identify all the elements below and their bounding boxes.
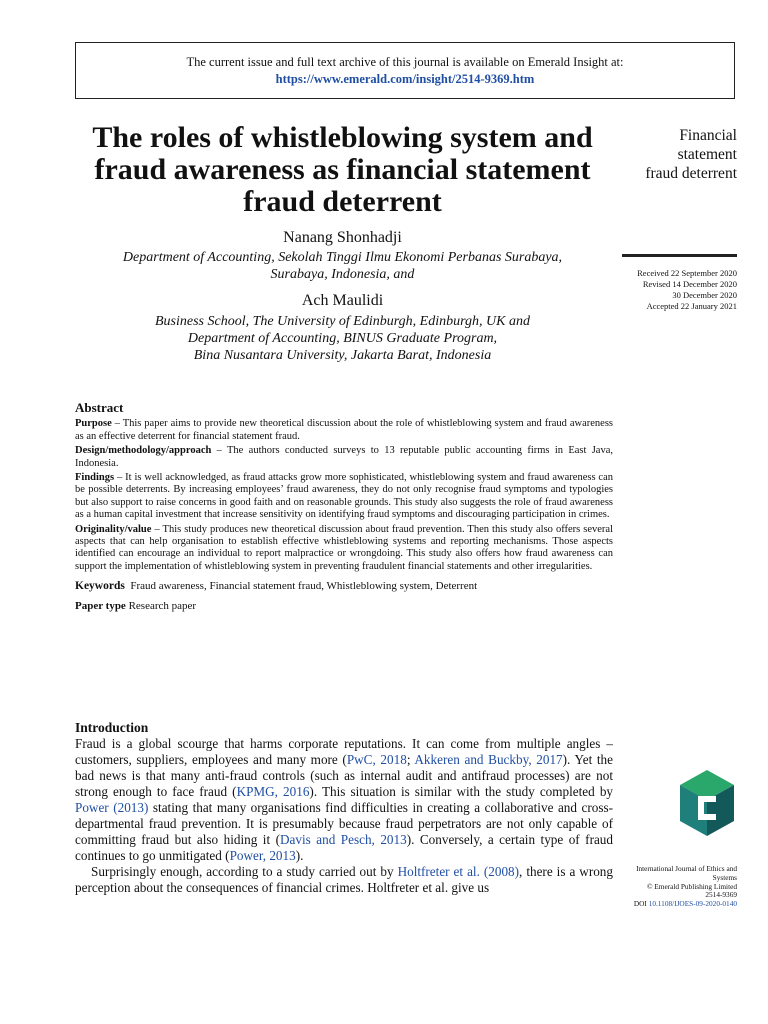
body-text: stating that many organisations find difficulties in creating a collaborative and cross-departmental fraud prevention. It is presumably because fraud perpetrators are not only capable of committing fraud but also hiding it ( — [75, 800, 613, 847]
abstract-design — [75, 445, 613, 470]
design-text: – The authors conducted surveys to 13 reputable public accounting firms in East Java, Indonesia. — [75, 445, 613, 469]
side-divider — [622, 254, 737, 257]
body-text: ). Yet the bad news is that many anti-fraud controls (such as internal audit and antifraud processes) are not strong enough to face fraud ( — [75, 752, 613, 799]
emerald-logo-icon — [676, 768, 738, 838]
abstract-findings — [75, 472, 613, 522]
affiliation-line: Department of Accounting, Sekolah Tinggi Ilmu Ekonomi Perbanas Surabaya, — [122, 250, 563, 265]
paper-type-text: Research paper — [128, 600, 197, 613]
keywords-text: Fraud awareness, Financial statement fraud, Whistleblowing system, Deterrent — [130, 580, 478, 593]
body-text: ). — [295, 848, 304, 863]
introduction-heading: Introduction — [75, 720, 149, 735]
findings-text: – It is well acknowledged, as fraud attacks grow more sophisticated, whistleblowing system and fraud awareness can be possible deterrents. By increasing employees’ fraud awareness, they do not only recognise fraud symptoms and typologies but also support to raise concerns in good faith and on reasonable grounds. This study also suggests the role of fraud awareness as a human capital investment that increase sensitivity on identifying fraud symptoms and discouraging participation in crimes. — [75, 472, 613, 521]
publisher: © Emerald Publishing Limited — [646, 881, 737, 891]
purpose-text: – This paper aims to provide new theoretical discussion about the role of whistleblowing system and fraud awareness as an effective deterrent for financial statement fraud. — [75, 418, 613, 442]
body-text: , there is a wrong perception about the consequences of financial crimes. Holtfreter et al. give us — [75, 864, 613, 895]
author-affiliation-2 — [70, 313, 615, 364]
author-affiliation-1 — [70, 249, 615, 283]
journal-name-line-1: International Journal of Ethics and — [636, 864, 737, 873]
citation-link[interactable]: PwC, 2018 — [346, 752, 407, 767]
abstract-heading: Abstract — [75, 400, 124, 415]
purpose-label: Purpose — [75, 418, 112, 430]
body-text: Fraud is a global scourge that harms corporate reputations. It can come from multiple angles – customers, suppliers, employees and many more ( — [75, 736, 613, 767]
accepted-date: Accepted 22 January 2021 — [646, 301, 737, 311]
doi-label: DOI — [633, 899, 649, 909]
citation-link[interactable]: Akkeren and Buckby, 2017 — [414, 752, 563, 767]
affiliation-line: Bina Nusantara University, Jakarta Barat, Indonesia — [193, 348, 492, 363]
abstract-originality — [75, 524, 613, 574]
introduction-section — [75, 720, 613, 896]
body-text: ; — [406, 752, 415, 767]
originality-label: Originality/value — [75, 523, 152, 535]
affiliation-line: Business School, The University of Edinburgh, Edinburgh, UK and — [155, 314, 530, 329]
paper-title: The roles of whistleblowing system and fraud awareness as financial statement fraud deterrent — [92, 121, 593, 218]
citation-link[interactable]: KPMG, 2016 — [236, 784, 310, 799]
keywords-label: Keywords — [75, 580, 125, 593]
body-text: ). Conversely, a certain type of fraud continues to go unmitigated ( — [75, 832, 613, 863]
abstract-section — [75, 402, 613, 615]
findings-label: Findings — [75, 472, 115, 484]
body-text: Surprisingly enough, according to a study carried out by — [91, 864, 398, 879]
design-label: Design/methodology/approach — [75, 445, 212, 457]
keywords — [75, 579, 613, 593]
affiliation-line: Department of Accounting, BINUS Graduate Program, — [187, 331, 498, 346]
author-name-2: Ach Maulidi — [301, 292, 384, 309]
citation-link[interactable]: Power, 2013 — [229, 848, 296, 863]
originality-text: – This study produces new theoretical discussion about fraud prevention. Then this study also offers several aspects that can help organisation to establish effective whistleblowing systems and reporting mechanisms. Those aspects identified can encourage an individual to report malpractice or wrongdoing. This study also offers how fraud awareness can support the implementation of whistleblowing system in preventing fraudulent financial statements and other irregularities. — [75, 523, 613, 572]
journal-notice-box — [75, 42, 735, 99]
running-title-line-3: fraud deterrent — [645, 165, 737, 182]
revised-date-1: Revised 14 December 2020 — [642, 279, 737, 289]
body-text: ). This situation is similar with the study completed by — [309, 784, 614, 799]
journal-url-link[interactable]: https://www.emerald.com/insight/2514-9369.htm — [275, 72, 535, 86]
citation-link[interactable]: Holtfreter et al. (2008) — [397, 864, 520, 879]
running-title-line-1: Financial — [679, 127, 737, 144]
journal-name-line-2: Systems — [712, 872, 737, 882]
abstract-purpose — [75, 418, 613, 443]
author-name-1: Nanang Shonhadji — [283, 229, 402, 246]
revised-date-2: 30 December 2020 — [672, 290, 737, 300]
notice-text: The current issue and full text archive of this journal is available on Emerald Insight at: — [186, 55, 624, 69]
affiliation-line: Surabaya, Indonesia, and — [270, 267, 415, 282]
received-date: Received 22 September 2020 — [637, 268, 737, 278]
running-title-line-2: statement — [677, 146, 737, 163]
issn: 2514-9369 — [705, 890, 737, 900]
doi-line — [600, 900, 737, 909]
doi-link[interactable]: 10.1108/IJOES-09-2020-0140 — [648, 899, 737, 909]
citation-link[interactable]: Davis and Pesch, 2013 — [280, 832, 407, 847]
citation-link[interactable]: Power (2013) — [75, 800, 149, 815]
article-history — [600, 268, 737, 312]
paper-type-label: Paper type — [75, 600, 126, 613]
journal-info — [600, 865, 737, 909]
running-title — [606, 126, 737, 183]
paper-type — [75, 600, 613, 612]
introduction-paragraph-1 — [75, 736, 613, 864]
introduction-paragraph-2 — [75, 864, 613, 896]
